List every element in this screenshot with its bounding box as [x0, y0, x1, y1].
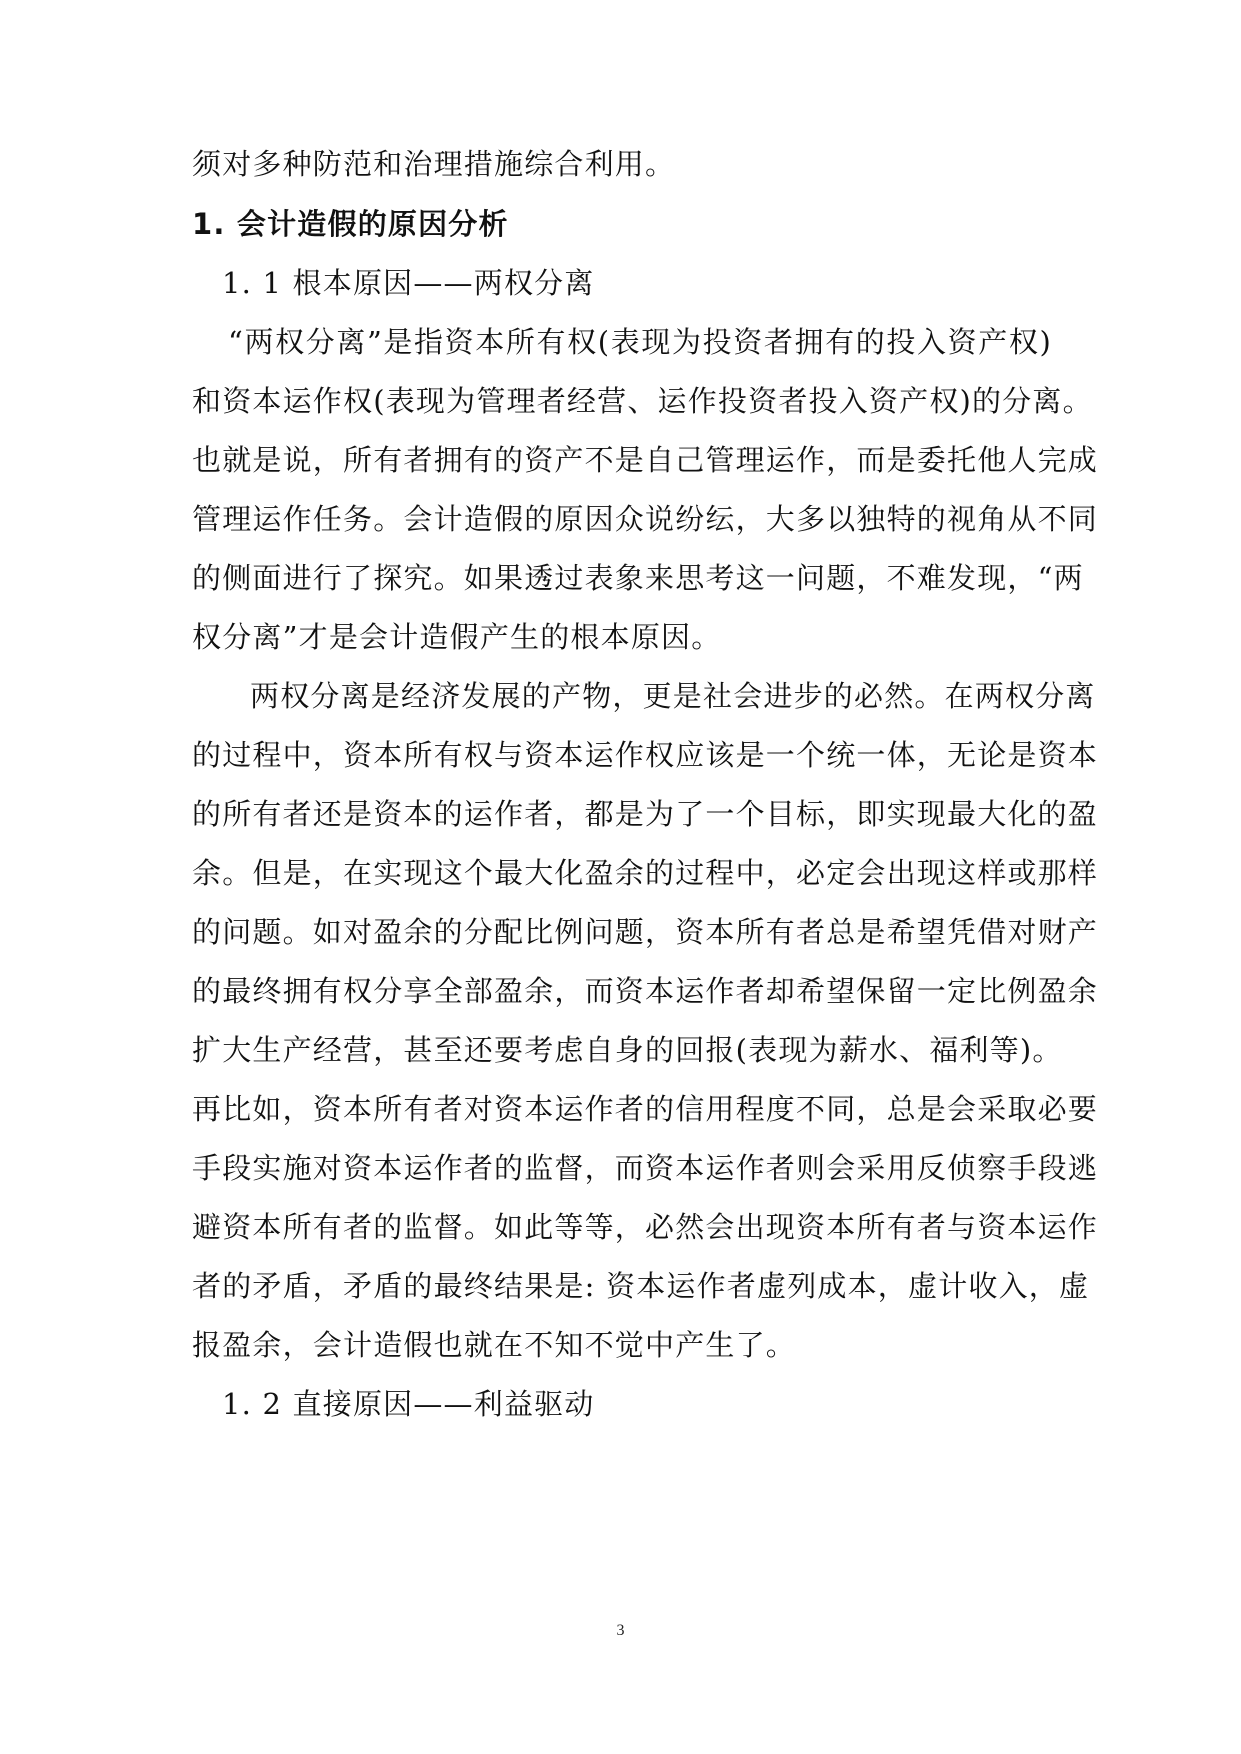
- paragraph-line: 扩大生产经营，甚至还要考虑自身的回报(表现为薪水、福利等)。: [192, 1033, 1063, 1067]
- paragraph-line: 者的矛盾，矛盾的最终结果是: 资本运作者虚列成本，虚计收入，虚: [192, 1269, 1090, 1303]
- paragraph-line: 报盈余，会计造假也就在不知不觉中产生了。: [192, 1328, 797, 1362]
- paragraph-line: 余。但是，在实现这个最大化盈余的过程中，必定会出现这样或那样: [192, 856, 1099, 890]
- paragraph-line: 再比如，资本所有者对资本运作者的信用程度不同，总是会采取必要: [192, 1092, 1099, 1126]
- paragraph-line: “两权分离”是指资本所有权(表现为投资者拥有的投入资产权): [228, 325, 1052, 359]
- paragraph-line: 两权分离是经济发展的产物，更是社会进步的必然。在两权分离: [250, 679, 1096, 713]
- paragraph-line: 的问题。如对盈余的分配比例问题，资本所有者总是希望凭借对财产: [192, 915, 1099, 949]
- paragraph-line: 的侧面进行了探究。如果透过表象来思考这一问题，不难发现，“两: [192, 561, 1084, 595]
- paragraph-line: 权分离”才是会计造假产生的根本原因。: [192, 620, 722, 654]
- paragraph-line: 的所有者还是资本的运作者，都是为了一个目标，即实现最大化的盈: [192, 797, 1099, 831]
- subsection-title-1-1: 1. 1 根本原因——两权分离: [222, 266, 595, 300]
- paragraph-line: 管理运作任务。会计造假的原因众说纷纭，大多以独特的视角从不同: [192, 502, 1099, 536]
- paragraph-line: 的最终拥有权分享全部盈余，而资本运作者却希望保留一定比例盈余: [192, 974, 1099, 1008]
- paragraph-continuation: 须对多种防范和治理措施综合利用。: [192, 147, 676, 181]
- paragraph-line: 的过程中，资本所有权与资本运作权应该是一个统一体，无论是资本: [192, 738, 1099, 772]
- paragraph-line: 避资本所有者的监督。如此等等，必然会出现资本所有者与资本运作: [192, 1210, 1099, 1244]
- paragraph-line: 和资本运作权(表现为管理者经营、运作投资者投入资产权)的分离。: [192, 384, 1093, 418]
- page-number: 3: [616, 1622, 625, 1639]
- paragraph-line: 手段实施对资本运作者的监督，而资本运作者则会采用反侦察手段逃: [192, 1151, 1099, 1185]
- paragraph-line: 也就是说，所有者拥有的资产不是自己管理运作，而是委托他人完成: [192, 443, 1099, 477]
- section-heading: 1. 会计造假的原因分析: [192, 207, 509, 241]
- subsection-title-1-2: 1. 2 直接原因——利益驱动: [222, 1387, 595, 1421]
